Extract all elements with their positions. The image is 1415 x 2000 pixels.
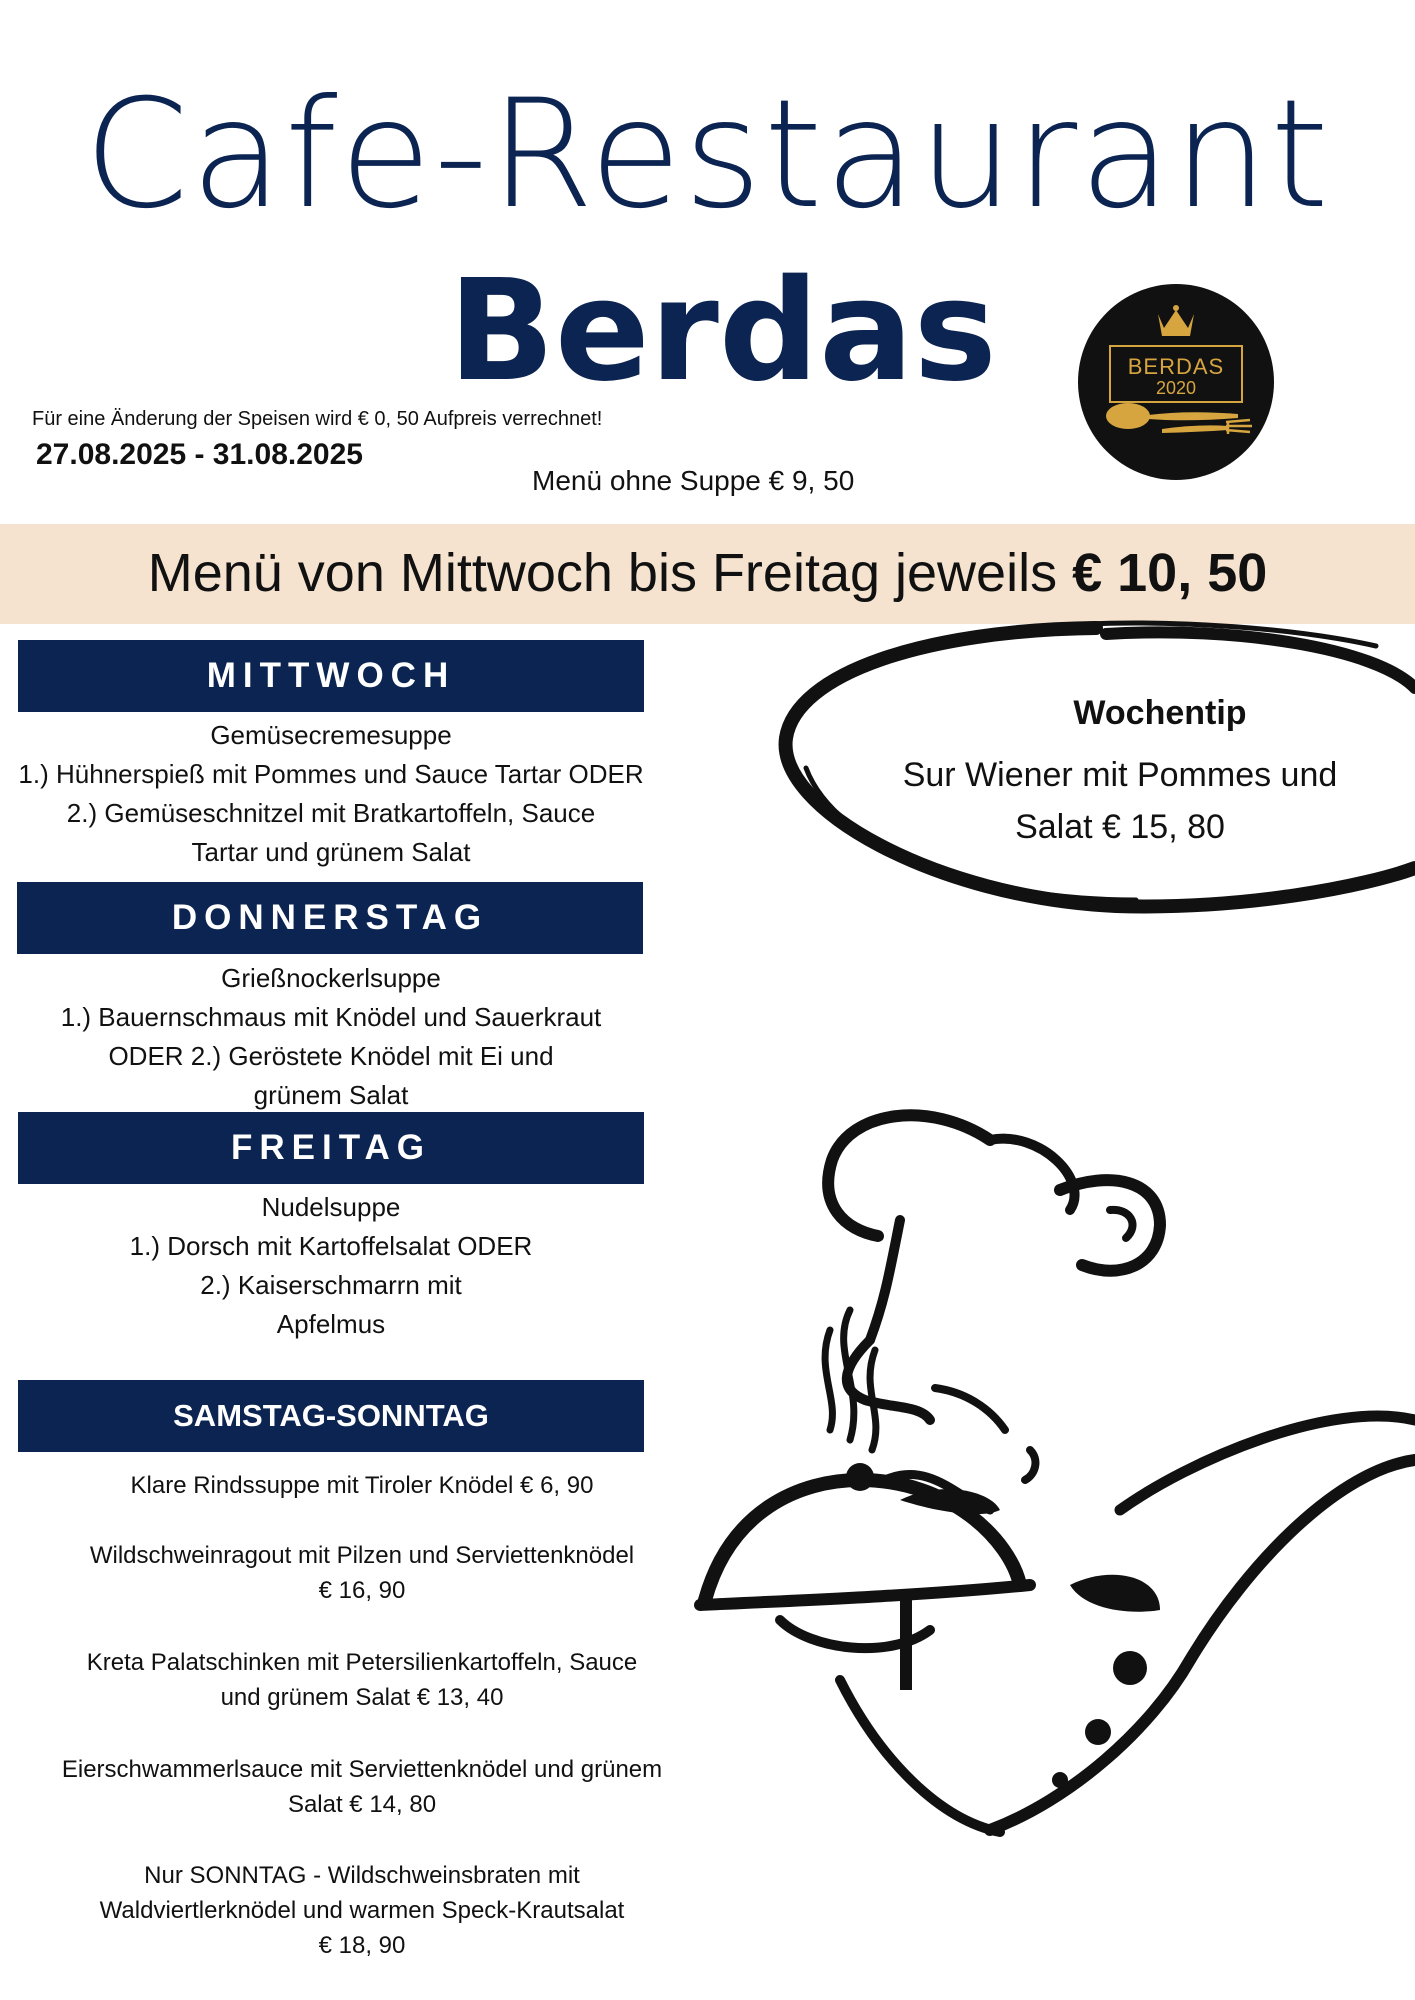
- weekend-item-2-line-1: Wildschweinragout mit Pilzen und Serviettenknödel: [89, 1542, 635, 1569]
- mittwoch-line-2: 1.) Hühnerspieß mit Pommes und Sauce Tartar ODER: [18, 759, 644, 789]
- crown-icon: [1158, 305, 1194, 336]
- band-text: [0, 542, 1415, 604]
- title-cafe-restaurant: Cafe-Restaurant: [83, 68, 1332, 242]
- mittwoch-line-3: 2.) Gemüseschnitzel mit Bratkartoffeln, Sauce: [66, 798, 596, 828]
- band-label: Menü von Mittwoch bis Freitag jeweils: [147, 543, 1058, 603]
- fork-icon: [1162, 420, 1252, 434]
- weekend-item-5-line-3: € 18, 90: [318, 1932, 406, 1959]
- menu-without-soup-price: Menü ohne Suppe € 9, 50: [532, 465, 855, 496]
- freitag-line-4: Apfelmus: [276, 1309, 386, 1339]
- weekend-item-1-line-1: Klare Rindssuppe mit Tiroler Knödel € 6, 90: [130, 1472, 594, 1499]
- donnerstag-line-1: Grießnockerlsuppe: [221, 963, 441, 993]
- logo-text-berdas: BERDAS: [1127, 354, 1225, 379]
- donnerstag-line-3: ODER 2.) Geröstete Knödel mit Ei und: [108, 1041, 554, 1071]
- day-header-mittwoch: MITTWOCH: [18, 640, 644, 712]
- weekend-item-5: [18, 1858, 706, 1963]
- title-berdas: Berdas: [448, 250, 997, 413]
- weekend-item-4-line-2: Salat € 14, 80: [287, 1791, 437, 1818]
- logo-text-year: 2020: [1155, 378, 1197, 398]
- weekend-item-5-line-2: Waldviertlerknödel und warmen Speck-Krautsalat: [99, 1897, 625, 1924]
- day-header-freitag: FREITAG: [18, 1112, 644, 1184]
- weekend-item-1: [18, 1468, 706, 1503]
- wochentip-title: Wochentip: [1073, 694, 1247, 732]
- wochentip-line-1: Sur Wiener mit Pommes und: [902, 756, 1338, 794]
- weekend-item-4: [18, 1752, 706, 1822]
- date-range: 27.08.2025 - 31.08.2025: [36, 438, 363, 471]
- weekend-item-3-line-2: und grünem Salat € 13, 40: [220, 1684, 504, 1711]
- price-band: [0, 524, 1415, 624]
- donnerstag-line-2: 1.) Bauernschmaus mit Knödel und Sauerkraut: [60, 1002, 602, 1032]
- freitag-line-3: 2.) Kaiserschmarrn mit: [200, 1270, 462, 1300]
- weekend-item-5-line-1: Nur SONNTAG - Wildschweinsbraten mit: [144, 1862, 580, 1889]
- surcharge-note: Für eine Änderung der Speisen wird € 0, 50 Aufpreis verrechnet!: [32, 408, 603, 430]
- band-price: € 10, 50: [1072, 543, 1268, 603]
- berdas-logo: [1078, 284, 1274, 480]
- mittwoch-line-4: Tartar und grünem Salat: [191, 837, 471, 867]
- weekend-item-3: [18, 1645, 706, 1715]
- day-header-donnerstag: DONNERSTAG: [17, 882, 643, 954]
- weekend-item-3-line-1: Kreta Palatschinken mit Petersilienkartoffeln, Sauce: [86, 1649, 638, 1676]
- day-header-samstag-sonntag: SAMSTAG-SONNTAG: [18, 1380, 644, 1452]
- weekend-item-4-line-1: Eierschwammerlsauce mit Serviettenknödel und grünem: [61, 1756, 663, 1783]
- spoon-icon: [1106, 403, 1238, 429]
- donnerstag-line-4: grünem Salat: [253, 1080, 409, 1110]
- wochentip-line-2: Salat € 15, 80: [1015, 808, 1225, 846]
- chef-illustration: [690, 1040, 1415, 1860]
- weekend-item-2-line-2: € 16, 90: [318, 1577, 406, 1604]
- freitag-line-2: 1.) Dorsch mit Kartoffelsalat ODER: [129, 1231, 533, 1261]
- freitag-line-1: Nudelsuppe: [261, 1192, 401, 1222]
- weekend-item-2: [18, 1538, 706, 1608]
- mittwoch-line-1: Gemüsecremesuppe: [210, 720, 452, 750]
